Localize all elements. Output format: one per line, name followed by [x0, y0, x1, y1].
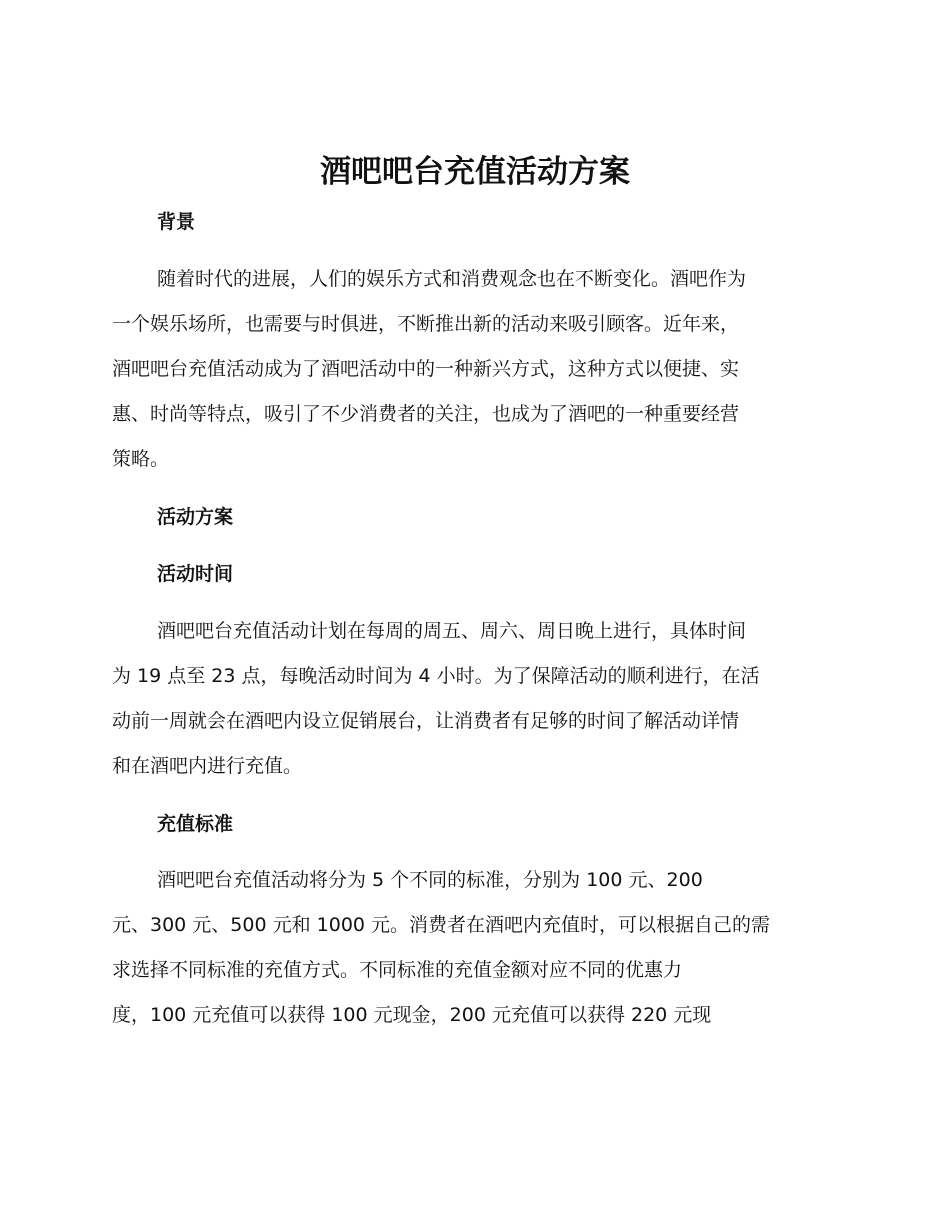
paragraph-line: 一个娱乐场所，也需要与时俱进，不断推出新的活动来吸引顾客。近年来，	[112, 313, 740, 335]
document-title: 酒吧吧台充值活动方案	[320, 154, 630, 190]
heading-time: 活动时间	[157, 563, 234, 585]
paragraph-time	[112, 609, 852, 789]
paragraph-line: 酒吧吧台充值活动成为了酒吧活动中的一种新兴方式，这种方式以便捷、实	[112, 358, 740, 380]
paragraph-line: 元、300 元、500 元和 1000 元。消费者在酒吧内充值时，可以根据自己的需	[112, 914, 771, 936]
paragraph-background	[112, 257, 852, 482]
paragraph-line: 为 19 点至 23 点，每晚活动时间为 4 小时。为了保障活动的顺利进行，在活	[112, 665, 760, 687]
heading-standard: 充值标准	[157, 813, 234, 835]
paragraph-line: 和在酒吧内进行充值。	[112, 755, 303, 777]
paragraph-line: 酒吧吧台充值活动计划在每周的周五、周六、周日晚上进行，具体时间	[157, 620, 747, 642]
heading-background: 背景	[157, 211, 196, 233]
heading-plan: 活动方案	[157, 506, 234, 528]
paragraph-line: 求选择不同标准的充值方式。不同标准的充值金额对应不同的优惠力	[112, 959, 683, 981]
paragraph-line: 酒吧吧台充值活动将分为 5 个不同的标准，分别为 100 元、200	[157, 869, 703, 891]
paragraph-line: 动前一周就会在酒吧内设立促销展台，让消费者有足够的时间了解活动详情	[112, 710, 740, 732]
paragraph-standard	[112, 858, 852, 1038]
paragraph-line: 惠、时尚等特点，吸引了不少消费者的关注，也成为了酒吧的一种重要经营	[112, 403, 740, 425]
paragraph-line: 度，100 元充值可以获得 100 元现金，200 元充值可以获得 220 元现	[112, 1004, 712, 1026]
paragraph-line: 策略。	[112, 448, 170, 470]
paragraph-line: 随着时代的进展，人们的娱乐方式和消费观念也在不断变化。酒吧作为	[157, 268, 747, 290]
